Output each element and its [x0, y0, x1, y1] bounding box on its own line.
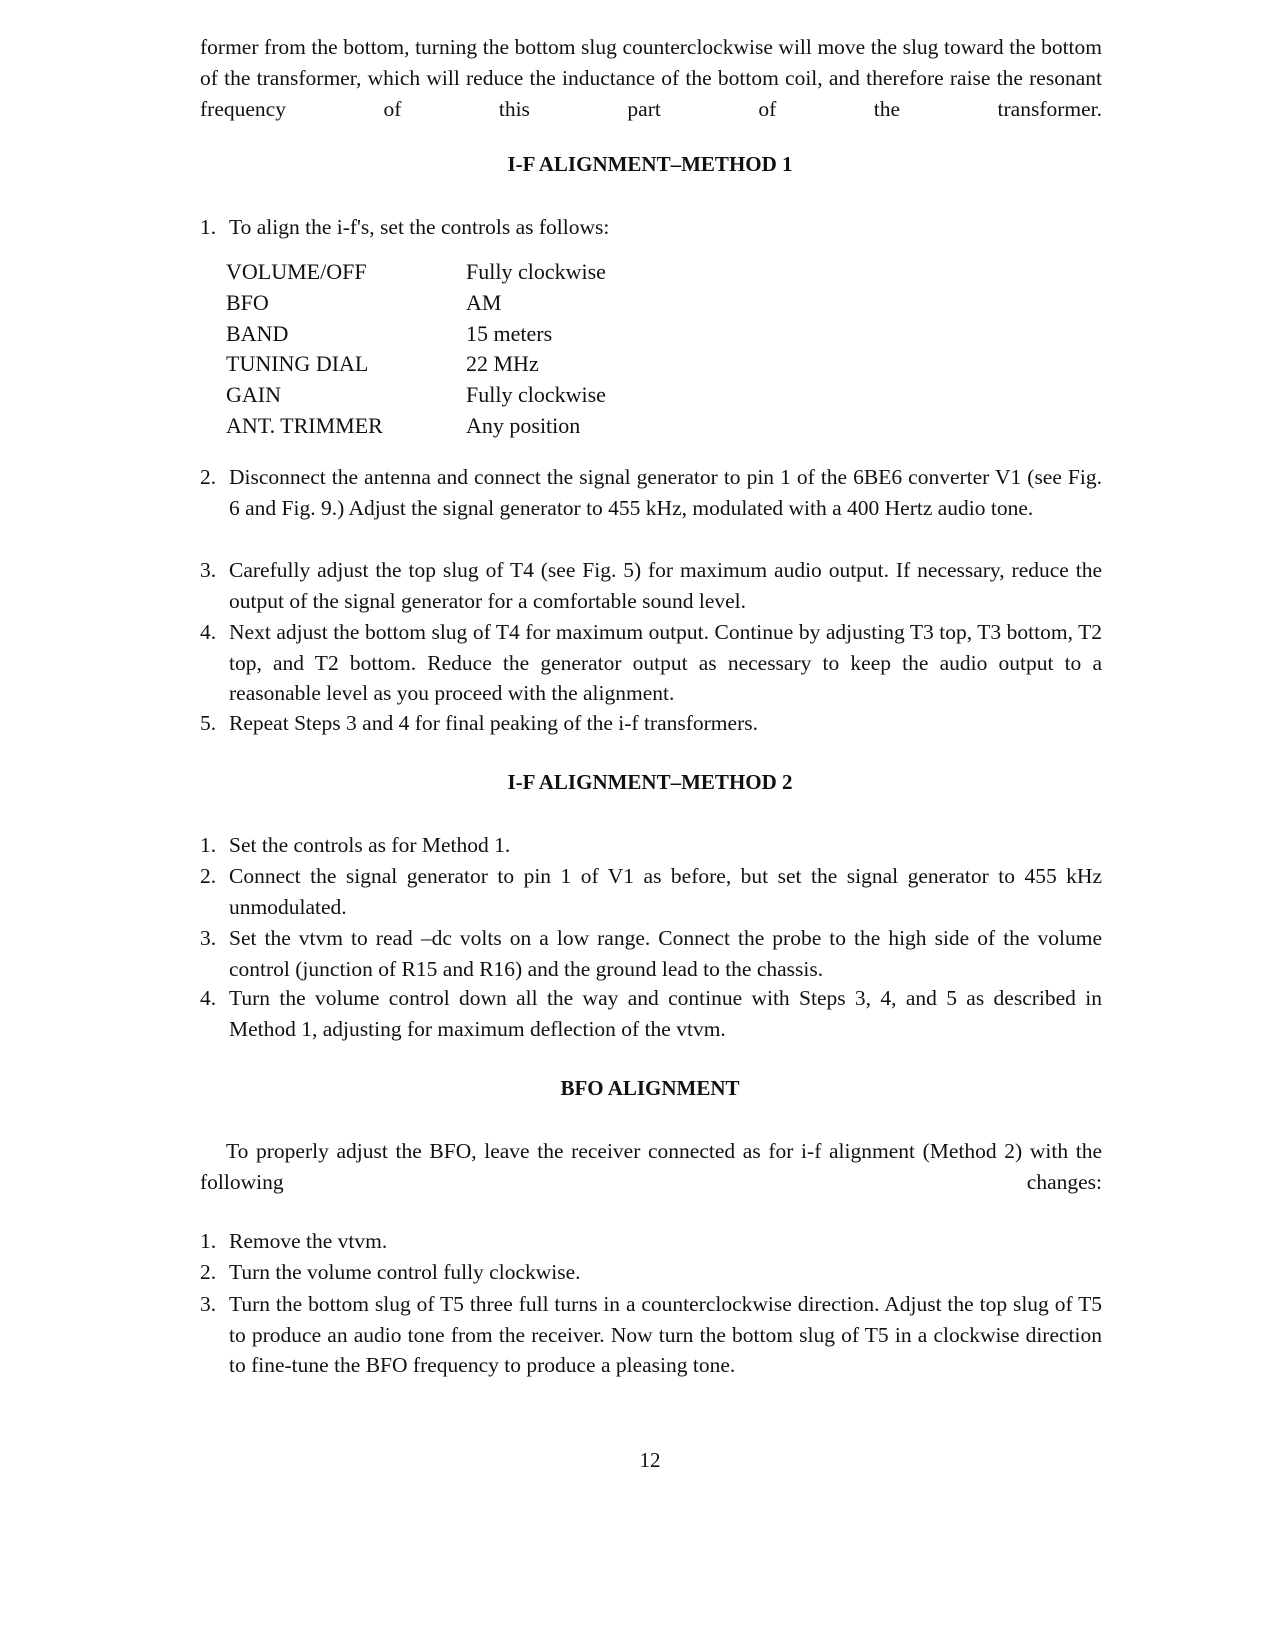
step-number: 1.: [200, 833, 217, 857]
step-number: 2.: [200, 465, 217, 489]
method2-step-1: [200, 830, 1102, 861]
control-name: TUNING DIAL: [226, 351, 369, 377]
step-text: Turn the volume control fully clockwise.: [229, 1260, 581, 1284]
control-setting: AM: [466, 289, 502, 315]
step-number: 4.: [200, 620, 217, 644]
bfo-step-3: [200, 1289, 1102, 1381]
control-setting: 22 MHz: [466, 351, 539, 377]
step-text: Set the controls as for Method 1.: [229, 833, 511, 857]
intro-paragraph: former from the bottom, turning the bottom slug counterclockwise will move the slug toward the bottom of the transformer, which will reduce the inductance of the bottom coil, and therefore raise the resonant frequency of this part of the transformer.: [200, 35, 1102, 121]
control-name: ANT. TRIMMER: [226, 412, 383, 438]
step-number: 1.: [200, 215, 217, 239]
step-text: Turn the bottom slug of T5 three full turns in a counterclockwise direction. Adjust the top slug of T5 to produce an audio tone from the receiver. Now turn the bottom slug of T5 in a clockwise direction to fine-tune the BFO frequency to produce a pleasing tone.: [229, 1292, 1102, 1377]
step-text: Turn the volume control down all the way and continue with Steps 3, 4, and 5 as described in Method 1, adjusting for maximum deflection of the vtvm.: [229, 986, 1102, 1041]
step-number: 3.: [200, 558, 217, 582]
section-heading-method2: I-F ALIGNMENT–METHOD 2: [507, 770, 793, 794]
control-setting: 15 meters: [466, 320, 553, 346]
method2-step-4: [200, 983, 1102, 1044]
control-setting: Fully clockwise: [466, 259, 606, 284]
step-text: Repeat Steps 3 and 4 for final peaking of the i-f transformers.: [229, 711, 758, 735]
control-name: VOLUME/OFF: [226, 259, 367, 284]
step-number: 5.: [200, 711, 217, 735]
step-text: Connect the signal generator to pin 1 of V1 as before, but set the signal generator to 455 kHz unmodulated.: [229, 864, 1102, 919]
page-number: 12: [639, 1448, 661, 1472]
step-number: 1.: [200, 1229, 217, 1253]
method1-step-5: [200, 708, 1102, 739]
step-number: 4.: [200, 986, 217, 1010]
method1-step-3: [200, 555, 1102, 616]
step-number: 3.: [200, 926, 217, 950]
step-number: 3.: [200, 1292, 217, 1316]
step-text: To align the i-f's, set the controls as follows:: [229, 215, 610, 239]
bfo-intro-paragraph: To properly adjust the BFO, leave the receiver connected as for i-f alignment (Method 2) with the following changes:: [200, 1139, 1102, 1194]
control-setting: Any position: [466, 412, 581, 438]
control-name: BFO: [226, 289, 269, 315]
step-number: 2.: [200, 864, 217, 888]
step-text: Set the vtvm to read –dc volts on a low range. Connect the probe to the high side of the volume control (junction of R15 and R16) and the ground lead to the chassis.: [229, 926, 1102, 981]
control-name: BAND: [226, 320, 289, 346]
control-setting: Fully clockwise: [466, 382, 606, 408]
method1-step-1: [200, 212, 1102, 243]
bfo-step-1: [200, 1226, 1102, 1257]
method1-step-4: [200, 617, 1102, 709]
step-text: Remove the vtvm.: [229, 1229, 388, 1253]
control-row: [226, 257, 766, 288]
bfo-step-2: [200, 1257, 1102, 1288]
control-row: [226, 288, 766, 319]
control-row: [226, 380, 766, 411]
step-text: Disconnect the antenna and connect the signal generator to pin 1 of the 6BE6 converter V1 (see Fig. 6 and Fig. 9.) Adjust the signal generator to 455 kHz, modulated with a 400 Hertz audio tone.: [229, 465, 1102, 520]
control-row: [226, 319, 766, 350]
controls-settings-table: [226, 257, 766, 442]
method2-step-2: [200, 861, 1102, 922]
step-text: Carefully adjust the top slug of T4 (see Fig. 5) for maximum audio output. If necessary, reduce the output of the signal generator for a comfortable sound level.: [229, 558, 1102, 613]
method2-step-3: [200, 923, 1102, 984]
control-row: [226, 411, 766, 442]
step-text: Next adjust the bottom slug of T4 for maximum output. Continue by adjusting T3 top, T3 bottom, T2 top, and T2 bottom. Reduce the generator output as necessary to keep the audio output to a reasonable level as you proceed with the alignment.: [229, 620, 1102, 705]
control-name: GAIN: [226, 382, 281, 408]
step-number: 2.: [200, 1260, 217, 1284]
section-heading-bfo: BFO ALIGNMENT: [560, 1076, 740, 1100]
control-row: [226, 349, 766, 380]
method1-step-2: [200, 462, 1102, 523]
section-heading-method1: I-F ALIGNMENT–METHOD 1: [507, 152, 793, 176]
